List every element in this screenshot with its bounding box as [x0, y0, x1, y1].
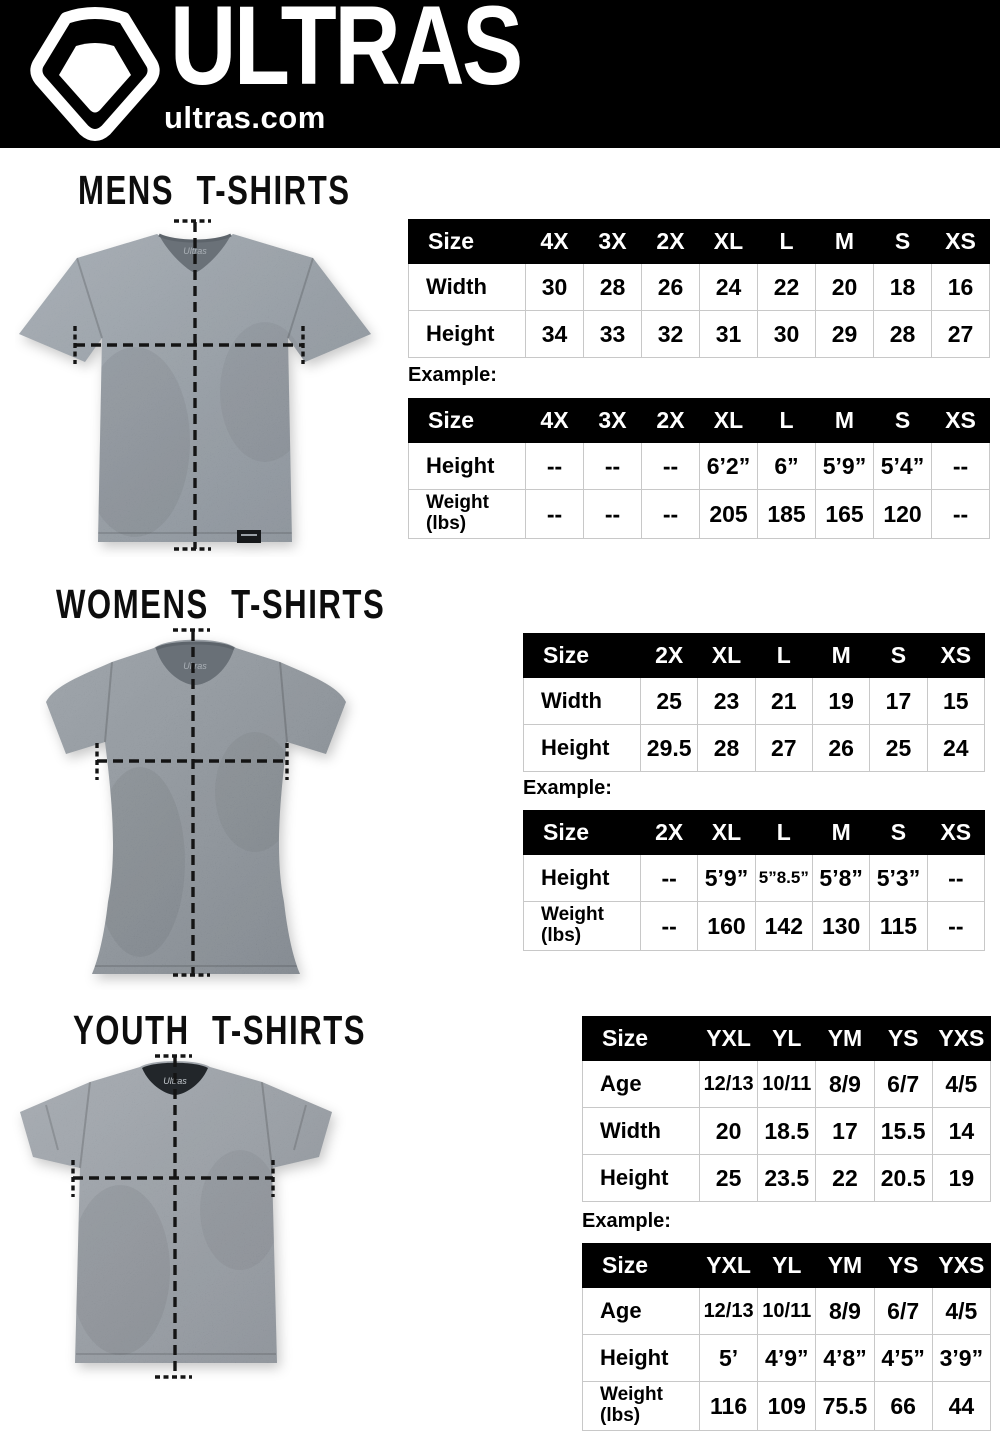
- value-cell: 16: [932, 264, 990, 311]
- col-header-xs: XS: [927, 634, 984, 678]
- value-cell: 26: [812, 725, 869, 772]
- table-header-row: [583, 1017, 991, 1061]
- youth-size-table: [582, 1016, 991, 1202]
- table-row-height: [409, 311, 990, 358]
- value-cell: --: [927, 855, 984, 902]
- value-cell: 34: [526, 311, 584, 358]
- value-cell: 130: [812, 902, 869, 951]
- value-cell: 5’9”: [698, 855, 755, 902]
- value-cell: 109: [758, 1382, 816, 1431]
- value-cell: 17: [816, 1108, 874, 1155]
- col-header-xl: XL: [700, 399, 758, 443]
- header-size-label: Size: [524, 811, 641, 855]
- col-header-l: L: [758, 399, 816, 443]
- table-header-row: [583, 1244, 991, 1288]
- value-cell: 14: [932, 1108, 990, 1155]
- col-header-yxs: YXS: [932, 1017, 990, 1061]
- value-cell: 12/13: [700, 1288, 758, 1335]
- value-cell: 22: [758, 264, 816, 311]
- col-header-xs: XS: [927, 811, 984, 855]
- value-cell: --: [642, 490, 700, 539]
- value-cell: 24: [927, 725, 984, 772]
- header-size-label: Size: [583, 1017, 700, 1061]
- col-header-l: L: [755, 634, 812, 678]
- value-cell: 21: [755, 678, 812, 725]
- value-cell: --: [932, 443, 990, 490]
- header-size-label: Size: [583, 1244, 700, 1288]
- table-row-height: [583, 1155, 991, 1202]
- table-row-age: [583, 1288, 991, 1335]
- youth-tshirt-image: [10, 1050, 350, 1382]
- value-cell: 32: [642, 311, 700, 358]
- col-header-yxl: YXL: [700, 1244, 758, 1288]
- value-cell: 5’: [700, 1335, 758, 1382]
- section-title-youth: YOUTH T-SHIRTS: [73, 1007, 367, 1053]
- value-cell: 5’3”: [870, 855, 927, 902]
- table-row-width: [409, 264, 990, 311]
- row-label: Width: [409, 264, 526, 311]
- row-label: Height: [409, 443, 526, 490]
- col-header-ys: YS: [874, 1244, 932, 1288]
- value-cell: 22: [816, 1155, 874, 1202]
- value-cell: 31: [700, 311, 758, 358]
- value-cell: --: [927, 902, 984, 951]
- value-cell: 23: [698, 678, 755, 725]
- header-size-label: Size: [524, 634, 641, 678]
- value-cell: 25: [700, 1155, 758, 1202]
- col-header-yl: YL: [758, 1244, 816, 1288]
- mens-tshirt-image: [15, 212, 395, 557]
- womens-size-table: [523, 633, 985, 772]
- womens-tshirt-image: [40, 622, 360, 990]
- value-cell: 75.5: [816, 1382, 874, 1431]
- table-row-height: [524, 725, 985, 772]
- row-label: Age: [583, 1288, 700, 1335]
- header-size-label: Size: [409, 399, 526, 443]
- example-label-mens: Example:: [408, 364, 497, 386]
- value-cell: 6/7: [874, 1061, 932, 1108]
- value-cell: 44: [932, 1382, 990, 1431]
- collar-brand-label: Ultras: [183, 246, 207, 256]
- value-cell: 15.5: [874, 1108, 932, 1155]
- col-header-s: S: [874, 220, 932, 264]
- brand-domain: ultras.com: [164, 100, 326, 135]
- value-cell: 8/9: [816, 1061, 874, 1108]
- table-header-row: [409, 399, 990, 443]
- value-cell: 66: [874, 1382, 932, 1431]
- row-label: Weight (lbs): [524, 902, 641, 951]
- table-row-height: [409, 443, 990, 490]
- col-header-m: M: [816, 399, 874, 443]
- value-cell: --: [584, 443, 642, 490]
- row-label: Weight (lbs): [583, 1382, 700, 1431]
- pentagon-crest-icon: [30, 6, 160, 142]
- col-header-3x: 3X: [584, 220, 642, 264]
- row-label: Width: [524, 678, 641, 725]
- womens-example-table: [523, 810, 985, 951]
- value-cell: 116: [700, 1382, 758, 1431]
- table-header-row: [524, 811, 985, 855]
- value-cell: 165: [816, 490, 874, 539]
- value-cell: 6”: [758, 443, 816, 490]
- table-row-weight: [524, 902, 985, 951]
- col-header-yxs: YXS: [932, 1244, 990, 1288]
- col-header-yl: YL: [758, 1017, 816, 1061]
- collar-brand-label: Ultras: [183, 661, 207, 671]
- example-label-youth: Example:: [582, 1210, 671, 1232]
- table-row-weight: [409, 490, 990, 539]
- header-size-label: Size: [409, 220, 526, 264]
- value-cell: 18.5: [758, 1108, 816, 1155]
- value-cell: 24: [700, 264, 758, 311]
- col-header-xs: XS: [932, 399, 990, 443]
- col-header-l: L: [758, 220, 816, 264]
- value-cell: --: [526, 490, 584, 539]
- youth-example-table: [582, 1243, 991, 1431]
- value-cell: 19: [932, 1155, 990, 1202]
- table-row-width: [583, 1108, 991, 1155]
- value-cell: 10/11: [758, 1061, 816, 1108]
- value-cell: --: [584, 490, 642, 539]
- section-title-mens: MENS T-SHIRTS: [78, 167, 351, 213]
- value-cell: 6’2”: [700, 443, 758, 490]
- value-cell: 205: [700, 490, 758, 539]
- brand-name: ULTRAS: [170, 0, 521, 108]
- row-label: Age: [583, 1061, 700, 1108]
- value-cell: 5”8.5”: [755, 855, 812, 902]
- value-cell: 142: [755, 902, 812, 951]
- value-cell: 185: [758, 490, 816, 539]
- value-cell: 23.5: [758, 1155, 816, 1202]
- value-cell: 26: [642, 264, 700, 311]
- col-header-2x: 2X: [642, 220, 700, 264]
- value-cell: 19: [812, 678, 869, 725]
- value-cell: 28: [584, 264, 642, 311]
- value-cell: --: [932, 490, 990, 539]
- col-header-s: S: [870, 634, 927, 678]
- value-cell: --: [642, 443, 700, 490]
- value-cell: 4/5: [932, 1061, 990, 1108]
- col-header-2x: 2X: [641, 634, 698, 678]
- col-header-xl: XL: [700, 220, 758, 264]
- value-cell: 20: [816, 264, 874, 311]
- value-cell: 27: [755, 725, 812, 772]
- value-cell: 30: [758, 311, 816, 358]
- value-cell: 15: [927, 678, 984, 725]
- row-label: Width: [583, 1108, 700, 1155]
- col-header-m: M: [816, 220, 874, 264]
- col-header-2x: 2X: [642, 399, 700, 443]
- mens-example-table: [408, 398, 990, 539]
- row-label: Height: [524, 855, 641, 902]
- example-label-womens: Example:: [523, 777, 612, 799]
- col-header-4x: 4X: [526, 220, 584, 264]
- collar-brand-label: Ultras: [163, 1076, 187, 1086]
- hem-tag: [237, 530, 261, 543]
- table-row-height: [583, 1335, 991, 1382]
- value-cell: 25: [641, 678, 698, 725]
- value-cell: 8/9: [816, 1288, 874, 1335]
- col-header-ym: YM: [816, 1244, 874, 1288]
- row-label: Height: [524, 725, 641, 772]
- row-label: Height: [583, 1155, 700, 1202]
- value-cell: 20: [700, 1108, 758, 1155]
- value-cell: 29.5: [641, 725, 698, 772]
- value-cell: 20.5: [874, 1155, 932, 1202]
- row-label: Height: [583, 1335, 700, 1382]
- value-cell: 5’4”: [874, 443, 932, 490]
- value-cell: 12/13: [700, 1061, 758, 1108]
- header-bar: [0, 0, 1000, 148]
- row-label: Weight (lbs): [409, 490, 526, 539]
- table-header-row: [409, 220, 990, 264]
- value-cell: 29: [816, 311, 874, 358]
- table-row-age: [583, 1061, 991, 1108]
- row-label: Height: [409, 311, 526, 358]
- col-header-m: M: [812, 811, 869, 855]
- col-header-s: S: [874, 399, 932, 443]
- value-cell: 5’9”: [816, 443, 874, 490]
- mens-size-table: [408, 219, 990, 358]
- value-cell: 3’9”: [932, 1335, 990, 1382]
- value-cell: 33: [584, 311, 642, 358]
- table-row-height: [524, 855, 985, 902]
- value-cell: 17: [870, 678, 927, 725]
- col-header-xl: XL: [698, 811, 755, 855]
- value-cell: 25: [870, 725, 927, 772]
- value-cell: 28: [874, 311, 932, 358]
- table-row-width: [524, 678, 985, 725]
- value-cell: 27: [932, 311, 990, 358]
- value-cell: 6/7: [874, 1288, 932, 1335]
- value-cell: 18: [874, 264, 932, 311]
- value-cell: 4/5: [932, 1288, 990, 1335]
- value-cell: 120: [874, 490, 932, 539]
- table-row-weight: [583, 1382, 991, 1431]
- col-header-s: S: [870, 811, 927, 855]
- col-header-3x: 3X: [584, 399, 642, 443]
- col-header-m: M: [812, 634, 869, 678]
- value-cell: 115: [870, 902, 927, 951]
- value-cell: --: [526, 443, 584, 490]
- col-header-ym: YM: [816, 1017, 874, 1061]
- col-header-yxl: YXL: [700, 1017, 758, 1061]
- value-cell: --: [641, 902, 698, 951]
- value-cell: 30: [526, 264, 584, 311]
- value-cell: 10/11: [758, 1288, 816, 1335]
- col-header-ys: YS: [874, 1017, 932, 1061]
- value-cell: --: [641, 855, 698, 902]
- value-cell: 4’9”: [758, 1335, 816, 1382]
- value-cell: 4’5”: [874, 1335, 932, 1382]
- value-cell: 28: [698, 725, 755, 772]
- table-header-row: [524, 634, 985, 678]
- col-header-2x: 2X: [641, 811, 698, 855]
- section-title-womens: WOMENS T-SHIRTS: [56, 581, 386, 627]
- value-cell: 4’8”: [816, 1335, 874, 1382]
- col-header-4x: 4X: [526, 399, 584, 443]
- col-header-xl: XL: [698, 634, 755, 678]
- col-header-l: L: [755, 811, 812, 855]
- value-cell: 5’8”: [812, 855, 869, 902]
- col-header-xs: XS: [932, 220, 990, 264]
- value-cell: 160: [698, 902, 755, 951]
